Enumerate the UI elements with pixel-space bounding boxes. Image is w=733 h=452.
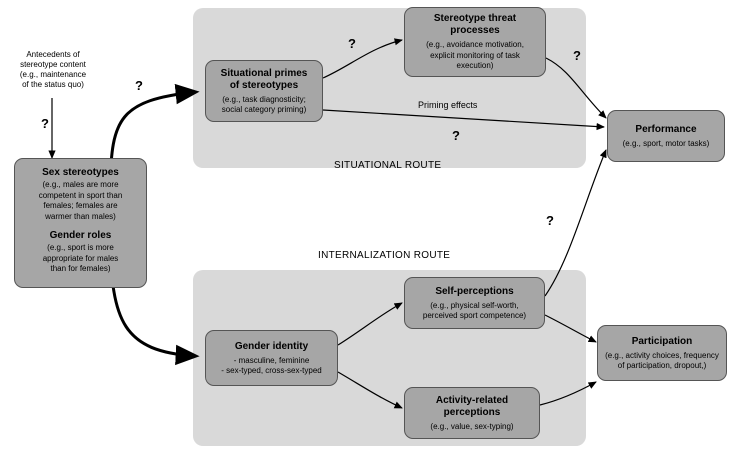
self-perceptions-sub-2: perceived sport competence) — [422, 311, 527, 320]
sex-stereotypes-sub-1: (e.g., males are more — [42, 180, 119, 189]
question-mark-threat-to-performance: ? — [573, 48, 581, 63]
node-sex-stereotypes-gender-roles[interactable] — [14, 158, 147, 288]
node-performance[interactable] — [607, 110, 725, 162]
activity-perceptions-title-1: Activity-related — [435, 394, 509, 406]
node-participation[interactable] — [597, 325, 727, 381]
self-perceptions-title: Self-perceptions — [435, 285, 514, 297]
stereotype-threat-sub-2: explicit monitoring of task — [430, 50, 520, 60]
gender-identity-title: Gender identity — [234, 340, 309, 352]
situational-primes-sub-1: (e.g., task diagnosticity; — [222, 94, 306, 104]
question-mark-antecedents: ? — [41, 116, 49, 131]
gender-identity-sub-1: - masculine, feminine — [233, 355, 310, 365]
antecedents-line-1: Antecedents of — [26, 50, 80, 59]
node-activity-related-perceptions[interactable] — [404, 387, 540, 439]
question-mark-stereotypes-to-primes: ? — [135, 78, 143, 93]
performance-sub: (e.g., sport, motor tasks) — [622, 138, 710, 148]
performance-title: Performance — [635, 123, 697, 135]
stereotype-threat-sub-3: execution) — [456, 61, 494, 71]
gender-roles-sub-2: appropriate for males — [42, 253, 119, 263]
gender-roles-sub-1: (e.g., sport is more — [47, 243, 114, 252]
node-self-perceptions[interactable] — [404, 277, 545, 329]
question-mark-primes-to-threat: ? — [348, 36, 356, 51]
activity-perceptions-title-2: perceptions — [443, 406, 501, 418]
situational-primes-title-2: of stereotypes — [229, 79, 299, 91]
participation-title: Participation — [631, 335, 693, 347]
participation-sub-2: of participation, dropout,) — [617, 361, 707, 370]
participation-sub-1: (e.g., activity choices, frequency — [605, 350, 719, 360]
antecedents-line-3: (e.g., maintenance — [19, 70, 87, 79]
gender-roles-title: Gender roles — [49, 230, 112, 241]
priming-effects-label: Priming effects — [418, 100, 478, 110]
gender-identity-sub-2: - sex-typed, cross-sex-typed — [221, 366, 322, 375]
self-perceptions-sub-1: (e.g., physical self-worth, — [430, 300, 519, 310]
node-gender-identity[interactable] — [205, 330, 338, 386]
activity-perceptions-sub: (e.g., value, sex-typing) — [430, 421, 514, 431]
antecedents-line-2: stereotype content — [20, 60, 86, 69]
antecedents-text — [4, 50, 102, 90]
node-stereotype-threat-processes[interactable] — [404, 7, 546, 77]
node-situational-primes[interactable] — [205, 60, 323, 122]
antecedents-line-4: of the status quo) — [22, 80, 84, 89]
sex-stereotypes-title: Sex stereotypes — [42, 167, 119, 178]
situational-route-label: SITUATIONAL ROUTE — [334, 160, 442, 171]
situational-primes-sub-2: social category priming) — [221, 105, 307, 114]
sex-stereotypes-sub-3: females; females are — [43, 201, 118, 210]
stereotype-threat-title-1: Stereotype threat — [433, 13, 517, 25]
question-mark-self-perceptions-to-performance: ? — [546, 213, 554, 228]
situational-primes-title-1: Situational primes — [220, 67, 308, 79]
sex-stereotypes-sub-2: competent in sport than — [38, 190, 123, 200]
sex-stereotypes-sub-4: warmer than males) — [45, 211, 116, 221]
stereotype-threat-title-2: processes — [450, 25, 500, 37]
internalization-route-label: INTERNALIZATION ROUTE — [318, 250, 451, 261]
question-mark-priming-to-performance: ? — [452, 128, 460, 143]
stereotype-threat-sub-1: (e.g., avoidance motivation, — [426, 40, 524, 50]
gender-roles-sub-3: than for females) — [50, 264, 111, 273]
